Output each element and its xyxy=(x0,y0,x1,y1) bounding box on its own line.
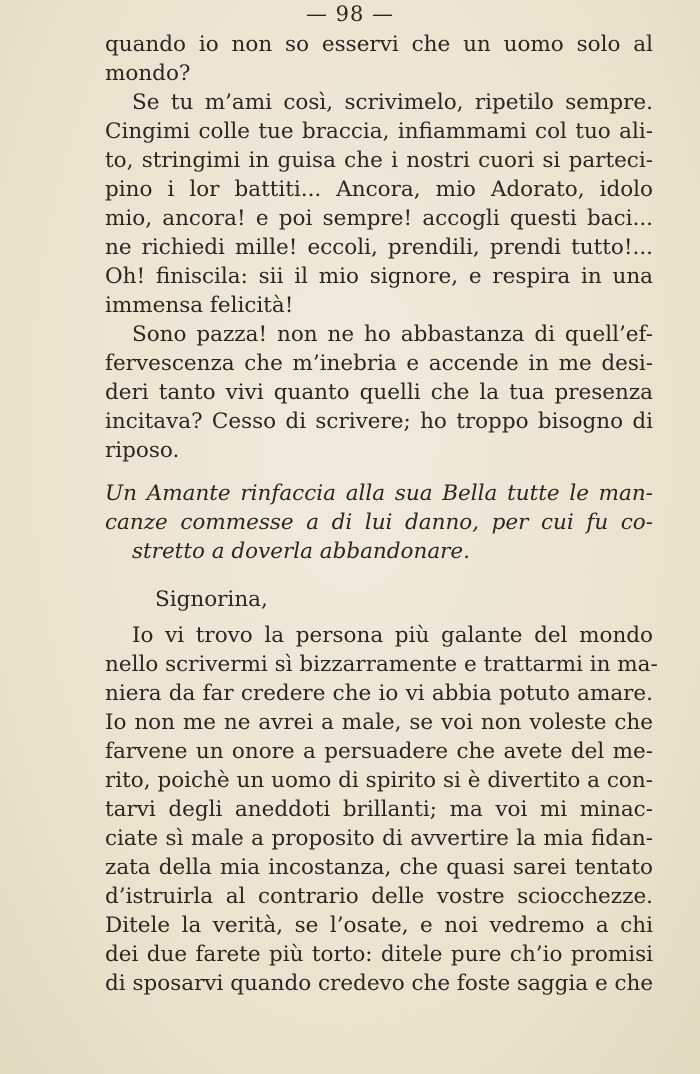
text-line: nello scrivermi sì bizzarramente e trattarmi in ma- xyxy=(105,652,658,677)
text-line: d’istruirla al contrario delle vostre sciocchezze. xyxy=(105,884,653,909)
text-line: di sposarvi quando credevo che foste saggia e che xyxy=(105,971,654,996)
paragraph-1 xyxy=(105,30,653,88)
paragraph-3 xyxy=(105,320,653,465)
heading-line: canze commesse a di lui danno, per cui fu co- xyxy=(105,510,653,535)
text-line: niera da far credere che io vi abbia potuto amare. xyxy=(105,681,653,706)
text-line: Cingimi colle tue braccia, infiammami col tuo ali- xyxy=(105,119,653,144)
heading-text xyxy=(105,479,653,566)
text-line: tarvi degli aneddoti brillanti; ma voi mi minac- xyxy=(105,797,653,822)
heading-line: stretto a doverla abbandonare. xyxy=(132,539,470,564)
paragraph-2 xyxy=(105,88,653,320)
text-line: quando io non so esservi che un uomo solo al xyxy=(105,32,653,57)
text-line: ciate sì male a proposito di avvertire la mia fidan- xyxy=(105,826,653,851)
text-line: Io non me ne avrei a male, se voi non voleste che xyxy=(105,710,653,735)
text-line: mondo? xyxy=(105,61,191,86)
heading-line: Un Amante rinfaccia alla sua Bella tutte le man- xyxy=(105,481,653,506)
text-line: dei due farete più torto: ditele pure ch’io promisi xyxy=(105,942,653,967)
salutation-block xyxy=(105,585,653,614)
text-line: Se tu m’ami così, scrivimelo, ripetilo sempre. xyxy=(132,90,653,115)
text-line: to, stringimi in guisa che i nostri cuori si parteci- xyxy=(105,148,653,173)
text-line: incitava? Cesso di scrivere; ho troppo bisogno di xyxy=(105,409,653,434)
text-line: Oh! finiscila: sii il mio signore, e respira in una xyxy=(105,264,653,289)
text-line: deri tanto vivi quanto quelli che la tua presenza xyxy=(105,380,653,405)
text-line: ne richiedi mille! eccoli, prendili, prendi tutto!... xyxy=(105,235,653,260)
letter-body xyxy=(105,621,658,998)
text-line: immensa felicità! xyxy=(105,293,294,318)
text-line: Io vi trovo la persona più galante del mondo xyxy=(132,623,653,648)
page-number: — 98 — xyxy=(305,2,395,26)
text-line: mio, ancora! e poi sempre! accogli questi baci... xyxy=(105,206,653,231)
text-line: pino i lor battiti... Ancora, mio Adorato, idolo xyxy=(105,177,653,202)
text-line: zata della mia incostanza, che quasi sarei tentato xyxy=(105,855,653,880)
text-line: Sono pazza! non ne ho abbastanza di quell’ef- xyxy=(132,322,653,347)
text-line: farvene un onore a persuadere che avete del me- xyxy=(105,739,653,764)
letter-heading xyxy=(105,479,653,566)
previous-letter xyxy=(105,30,653,465)
text-line: fervescenza che m’inebria e accende in me desi- xyxy=(105,351,653,376)
text-line: riposo. xyxy=(105,438,180,463)
text-line: rito, poichè un uomo di spirito si è divertito a con- xyxy=(105,768,653,793)
salutation: Signorina, xyxy=(155,587,268,612)
text-line: Ditele la verità, se l’osate, e noi vedremo a chi xyxy=(105,913,653,938)
